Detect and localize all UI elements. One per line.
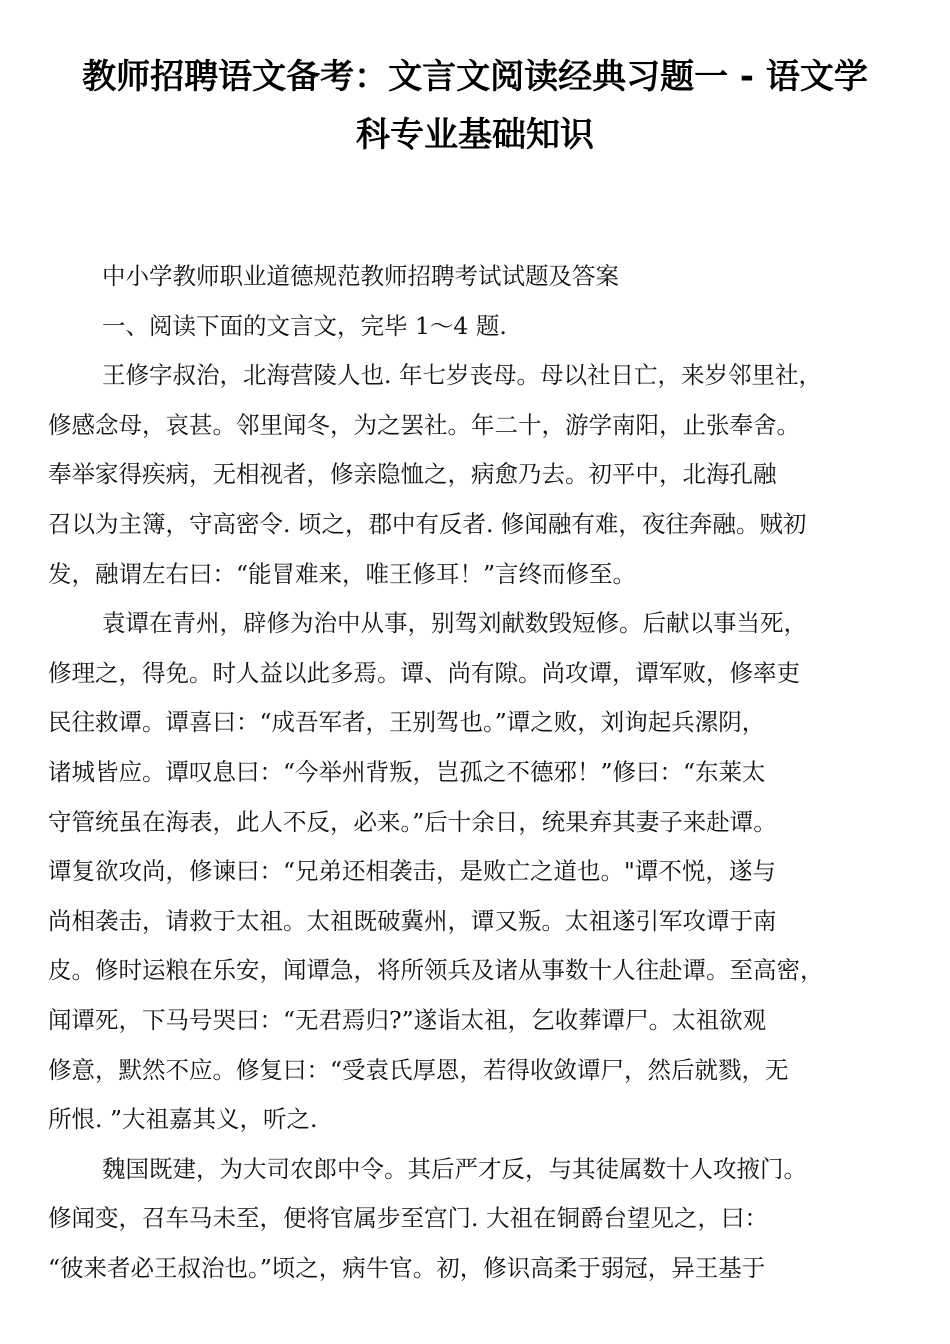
body-text-line: 一、阅读下面的文言文，完毕 1～4 题. [102,311,507,340]
document-title [40,48,910,164]
body-text-line: 守管统虽在海表，此人不反，必来。”后十余日，统果弃其妻子来赴谭。 [48,807,777,836]
body-text-line: 谭复欲攻尚，修谏曰：“兄弟还相袭击，是败亡之道也。"谭不悦，遂与 [48,857,776,886]
body-text-line: 发，融谓左右曰：“能冒难来，唯王修耳！”言终而修至。 [48,559,637,588]
body-text-line: 修感念母，哀甚。邻里闻冬，为之罢社。年二十，游学南阳，止张奉舍。 [48,410,800,439]
body-text-line: 闻谭死，下马号哭曰：“无君焉归?”遂诣太祖，乞收葬谭尸。太祖欲观 [48,1005,767,1034]
body-text-line: 修意，默然不应。修复曰：“受袁氏厚恩，若得收敛谭尸，然后就戮，无 [48,1055,789,1084]
body-text-line: 皮。修时运粮在乐安，闻谭急，将所领兵及诸从事数十人往赴谭。至高密， [48,956,824,985]
title-line-1: 教师招聘语文备考：文言文阅读经典习题一 - 语文学 [82,57,868,97]
body-text-line: 民往救谭。谭喜曰：“成吾军者，王别驾也。”谭之败，刘询起兵漯阴， [48,708,766,737]
document-body [48,252,920,1293]
body-text-line: “彼来者必王叔治也。”顷之，病牛官。初，修识高柔于弱冠，异王基于 [48,1253,766,1282]
body-text-line: 召以为主簿，守高密令. 顷之，郡中有反者. 修闻融有难，夜往奔融。贼初 [48,509,807,538]
body-text-line: 中小学教师职业道德规范教师招聘考试试题及答案 [102,262,619,290]
body-text-line: 诸城皆应。谭叹息曰：“今举州背叛，岂孤之不德邪！”修曰：“东莱太 [48,757,766,786]
body-text-line: 修理之，得免。时人益以此多焉。谭、尚有隙。尚攻谭，谭军败，修率吏 [48,658,800,687]
title-line-2: 科专业基础知识 [356,115,594,155]
body-text-line: 修闻变，召车马未至，便将官属步至宫门. 大祖在铜爵台望见之，曰： [48,1204,768,1233]
body-text-line: 尚相袭击，请救于太祖。太祖既破冀州，谭又叛。太祖遂引军攻谭于南 [48,906,777,935]
body-text-line: 所恨. ”大祖嘉其义，听之. [48,1105,318,1134]
body-text-line: 魏国既建，为大司农郎中令。其后严才反，与其徒属数十人攻掖门。 [102,1154,807,1183]
body-text-line: 王修字叔治，北海营陵人也. 年七岁丧母。母以社日亡，来岁邻里社， [102,361,822,390]
body-text-line: 奉举家得疾病，无相视者，修亲隐恤之，病愈乃去。初平中，北海孔融 [48,460,777,489]
body-text-line: 袁谭在青州，辟修为治中从事，别驾刘献数毁短修。后献以事当死， [102,609,807,638]
